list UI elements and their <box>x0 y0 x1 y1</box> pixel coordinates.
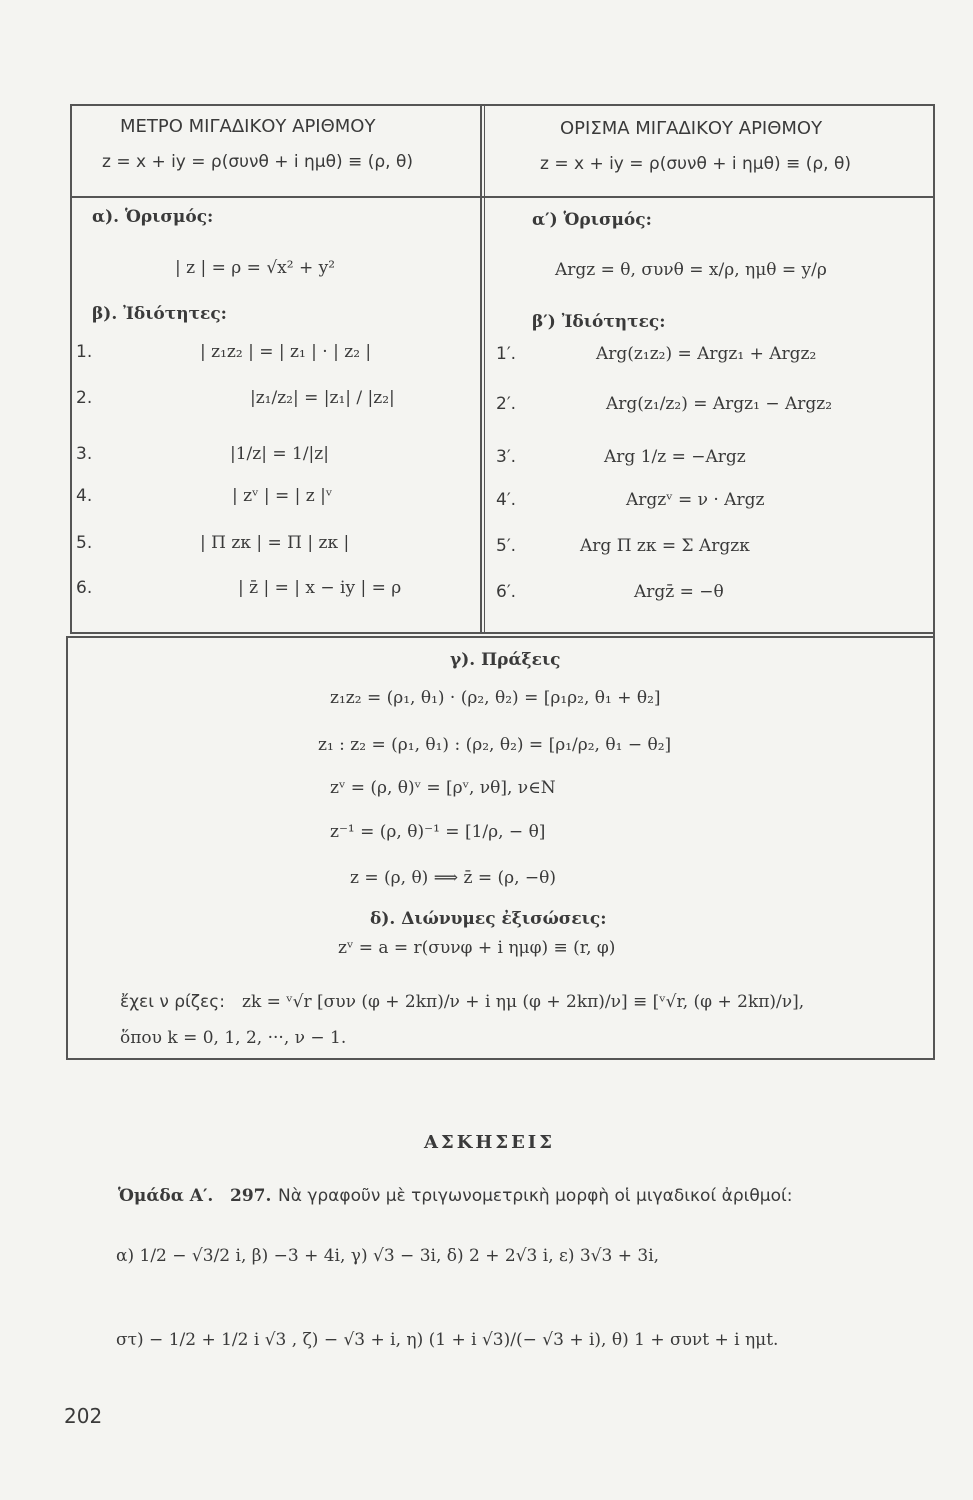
operation-formula: z⁻¹ = (ρ, θ)⁻¹ = [1/ρ, − θ] <box>330 822 546 842</box>
prop-formula: |z₁/z₂| = |z₁| / |z₂| <box>250 388 395 408</box>
prop-number: 5. <box>76 533 93 553</box>
prop-number: 3′. <box>496 447 517 467</box>
prop-formula: Arg 1/z = −Argz <box>604 447 746 467</box>
operation-formula: z₁z₂ = (ρ₁, θ₁) · (ρ₂, θ₂) = [ρ₁ρ₂, θ₁ + θ₂] <box>330 688 661 708</box>
prop-formula: Arg Π zκ = Σ Argzκ <box>580 536 750 556</box>
argument-title: ΟΡΙΣΜΑ ΜΙΓΑΔΙΚΟΥ ΑΡΙΘΜΟΥ <box>560 118 823 139</box>
modulus-title: ΜΕΤΡΟ ΜΙΓΑΔΙΚΟΥ ΑΡΙΘΜΟΥ <box>120 116 376 137</box>
modulus-def-formula: | z | = ρ = √x² + y² <box>175 258 336 278</box>
prop-number: 2. <box>76 388 93 408</box>
prop-number: 4′. <box>496 490 517 510</box>
argument-def-heading: α′) Ὁρισμός: <box>532 210 652 230</box>
prop-formula: Argzᵛ = ν · Argz <box>626 490 765 510</box>
prop-number: 1. <box>76 342 93 362</box>
argument-def-formula: Argz = θ, συνθ = x/ρ, ημθ = y/ρ <box>555 260 827 280</box>
operation-formula: zᵛ = (ρ, θ)ᵛ = [ρᵛ, νθ], ν∈N <box>330 778 556 798</box>
prop-number: 1′. <box>496 344 517 364</box>
argument-props-heading: β′) Ἰδιότητες: <box>532 312 666 332</box>
prop-formula: | zᵛ | = | z |ᵛ <box>232 486 333 506</box>
prop-formula: | z₁z₂ | = | z₁ | · | z₂ | <box>200 342 372 362</box>
prop-number: 3. <box>76 444 93 464</box>
prop-number: 2′. <box>496 394 517 414</box>
prop-formula: | Π zκ | = Π | zκ | <box>200 533 350 553</box>
equations-heading: δ). Διώνυμες ἐξισώσεις: <box>370 909 607 929</box>
argument-formula: z = x + iy = ρ(συνθ + i ημθ) ≡ (ρ, θ) <box>540 154 851 174</box>
operation-formula: z₁ : z₂ = (ρ₁, θ₁) : (ρ₂, θ₂) = [ρ₁/ρ₂, θ₁ − θ₂] <box>318 735 672 755</box>
modulus-def-heading: α). Ὁρισμός: <box>92 207 214 227</box>
prop-formula: | z̄ | = | x − iy | = ρ <box>238 578 402 598</box>
modulus-props-heading: β). Ἰδιότητες: <box>92 304 227 324</box>
prop-number: 4. <box>76 486 93 506</box>
operations-heading: γ). Πράξεις <box>450 650 561 670</box>
page-number: 202 <box>64 1404 103 1428</box>
prop-number: 5′. <box>496 536 517 556</box>
prop-number: 6′. <box>496 582 517 602</box>
exercise-text: Νὰ γραφοῦν μὲ τριγωνομετρικὴ μορφὴ οἱ μιγαδικοί ἀριθμοί: <box>278 1186 793 1206</box>
operation-formula: z = (ρ, θ) ⟹ z̄ = (ρ, −θ) <box>350 868 557 888</box>
roots-prefix: ἔχει ν ρίζες: <box>120 992 225 1012</box>
exercise-line: στ) − 1/2 + 1/2 i √3 , ζ) − √3 + i, η) (1 + i √3)/(− √3 + i), θ) 1 + συνt + i ημt. <box>116 1330 779 1350</box>
roots-where: ὅπου k = 0, 1, 2, ···, ν − 1. <box>120 1028 347 1048</box>
exercise-group-label: Ὁμάδα Α′. <box>118 1186 214 1206</box>
prop-formula: Arg(z₁/z₂) = Argz₁ − Argz₂ <box>606 394 833 414</box>
prop-formula: |1/z| = 1/|z| <box>230 444 329 464</box>
exercise-number: 297. <box>230 1186 272 1206</box>
roots-formula: zk = ᵛ√r [συν (φ + 2kπ)/ν + i ημ (φ + 2kπ)/ν] ≡ [ᵛ√r, (φ + 2kπ)/ν], <box>242 992 805 1012</box>
prop-formula: Arg(z₁z₂) = Argz₁ + Argz₂ <box>596 344 817 364</box>
exercise-line: α) 1/2 − √3/2 i, β) −3 + 4i, γ) √3 − 3i, δ) 2 + 2√3 i, ε) 3√3 + 3i, <box>116 1246 660 1266</box>
modulus-formula: z = x + iy = ρ(συνθ + i ημθ) ≡ (ρ, θ) <box>102 152 413 172</box>
prop-formula: Argz̄ = −θ <box>634 582 724 602</box>
prop-number: 6. <box>76 578 93 598</box>
exercises-title: ΑΣΚΗΣΕΙΣ <box>424 1132 555 1153</box>
equation-formula: zᵛ = a = r(συνφ + i ημφ) ≡ (r, φ) <box>338 938 616 958</box>
